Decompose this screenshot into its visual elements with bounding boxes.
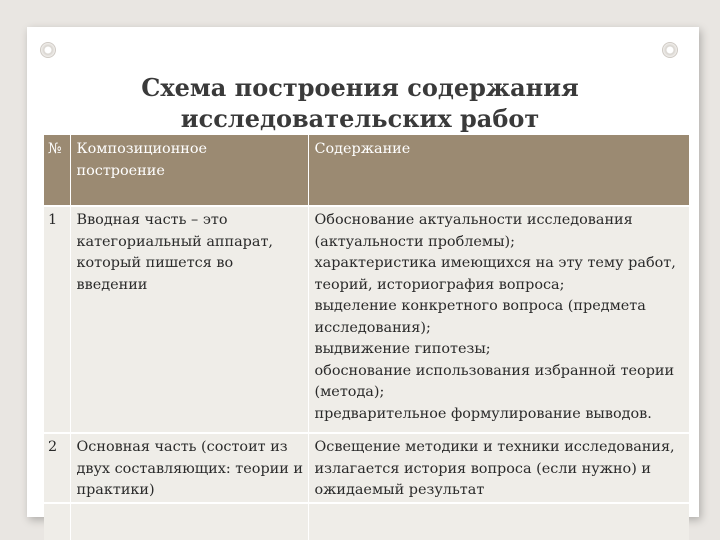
cell-line: Основная часть (состоит из (76, 439, 288, 455)
cell-line: Освещение методики и техники исследования, (314, 439, 675, 455)
cell-line: Вводная часть – это (76, 212, 228, 228)
cell-line: двух составляющих: теории и (76, 460, 304, 477)
header-composition-line: построение (76, 162, 165, 179)
row-composition (70, 503, 308, 540)
table-row (44, 433, 689, 503)
pin-icon (40, 42, 56, 58)
cell-line: выделение конкретного вопроса (предмета (314, 298, 646, 314)
cell-line: введении (76, 276, 148, 293)
header-number: № (44, 135, 70, 206)
cell-line: выдвижение гипотезы; (314, 341, 491, 357)
cell-line: излагается история вопроса (если нужно) и (314, 460, 651, 477)
title-line-1: Схема построения содержания (141, 73, 579, 102)
row-number: 2 (44, 433, 70, 503)
cell-line: (метода); (314, 384, 385, 400)
header-content: Содержание (308, 135, 689, 206)
cell-line: теорий, историография вопроса; (314, 276, 565, 293)
slide-title (0, 72, 720, 134)
row-number: 1 (44, 206, 70, 433)
cell-line: обоснование использования избранной теории (314, 362, 675, 379)
row-content (308, 503, 689, 540)
cell-line: характеристика имеющихся на эту тему работ, (314, 255, 676, 271)
row-composition (70, 433, 308, 503)
table-row (44, 206, 689, 433)
structure-table (44, 135, 689, 540)
cell-line: практики) (76, 482, 155, 498)
cell-line: категориальный аппарат, (76, 233, 273, 250)
pin-icon (662, 42, 678, 58)
cell-line: ожидаемый результат (314, 482, 485, 498)
header-composition-line: Композиционное (76, 141, 208, 157)
header-composition (70, 135, 308, 206)
cell-line: Обоснование актуальности исследования (314, 212, 633, 228)
table-header-row (44, 135, 689, 206)
cell-line: который пишется во (76, 255, 234, 271)
row-content (308, 433, 689, 503)
cell-line: исследования); (314, 319, 431, 336)
cell-line: предварительное формулирование выводов. (314, 405, 652, 422)
table-row (44, 503, 689, 540)
row-number (44, 503, 70, 540)
row-composition (70, 206, 308, 433)
title-line-2: исследовательских работ (180, 104, 540, 133)
row-content (308, 206, 689, 433)
cell-line: (актуальности проблемы); (314, 233, 516, 250)
